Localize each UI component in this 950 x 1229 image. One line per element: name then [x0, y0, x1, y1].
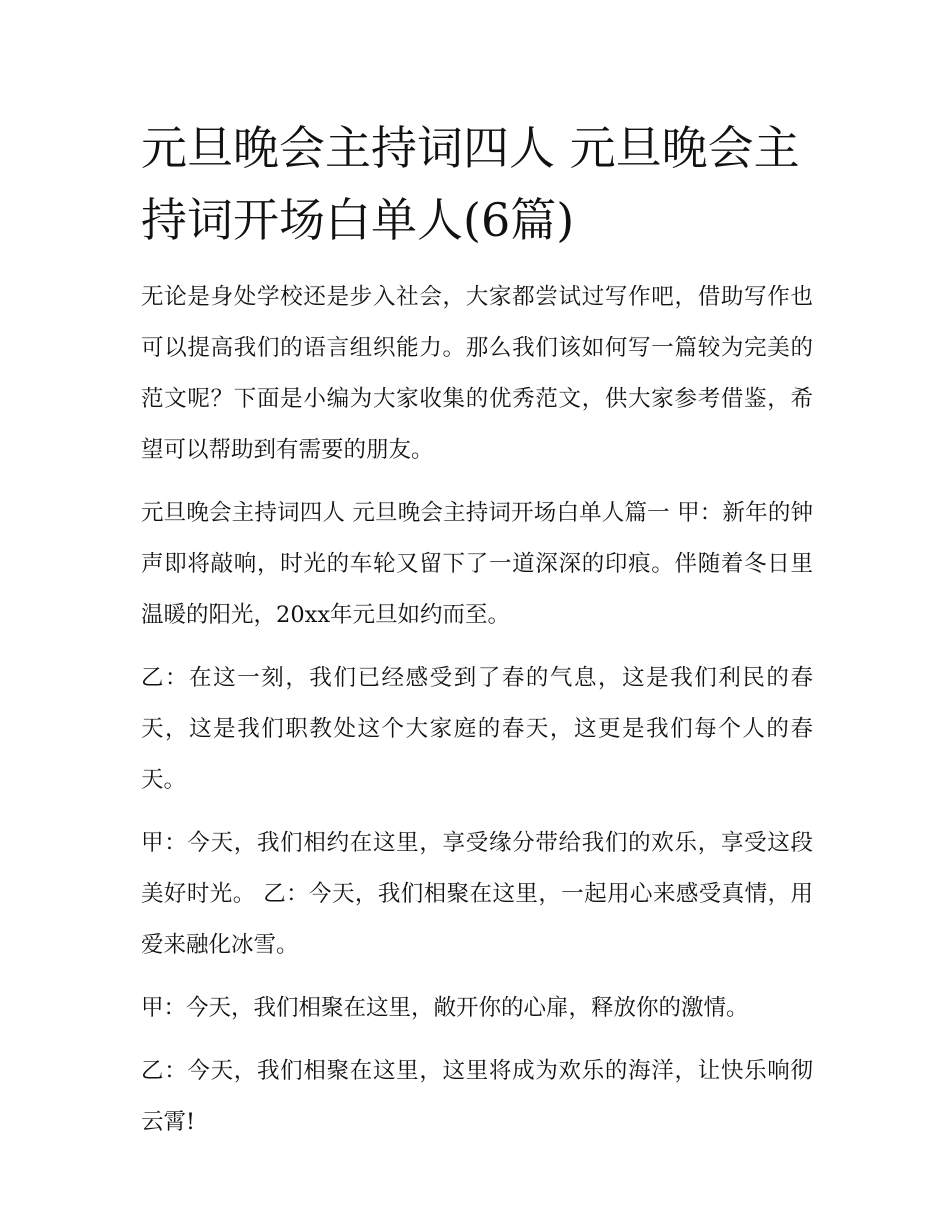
document-title: 元旦晚会主持词四人 元旦晚会主持词开场白单人(6篇)	[141, 121, 800, 247]
paragraph-jia-2: 甲：今天，我们相聚在这里，敞开你的心扉，释放你的激情。	[141, 995, 749, 1021]
paragraph-intro: 无论是身处学校还是步入社会，大家都尝试过写作吧，借助写作也可以提高我们的语言组织能力。那么我们该如何写一篇较为完美的范文呢？下面是小编为大家收集的优秀范文，供大家参考借鉴，希望可以帮助到有需要的朋友。	[141, 284, 813, 463]
paragraph-jia-yi: 甲：今天，我们相约在这里，享受缘分带给我们的欢乐，享受这段美好时光。 乙：今天，我们相聚在这里，一起用心来感受真情，用爱来融化冰雪。	[141, 830, 813, 958]
document-body	[141, 112, 813, 1148]
paragraph-yi-2: 乙：今天，我们相聚在这里，这里将成为欢乐的海洋，让快乐响彻云霄!	[141, 1058, 813, 1135]
paragraph-opening: 元旦晚会主持词四人 元旦晚会主持词开场白单人篇一 甲：新年的钟声即将敲响，时光的车轮又留下了一道深深的印痕。伴随着冬日里温暖的阳光，20xx年元旦如约而至。	[141, 500, 813, 628]
paragraph-yi-1: 乙：在这一刻，我们已经感受到了春的气息，这是我们利民的春天，这是我们职教处这个大家庭的春天，这更是我们每个人的春天。	[141, 665, 813, 793]
